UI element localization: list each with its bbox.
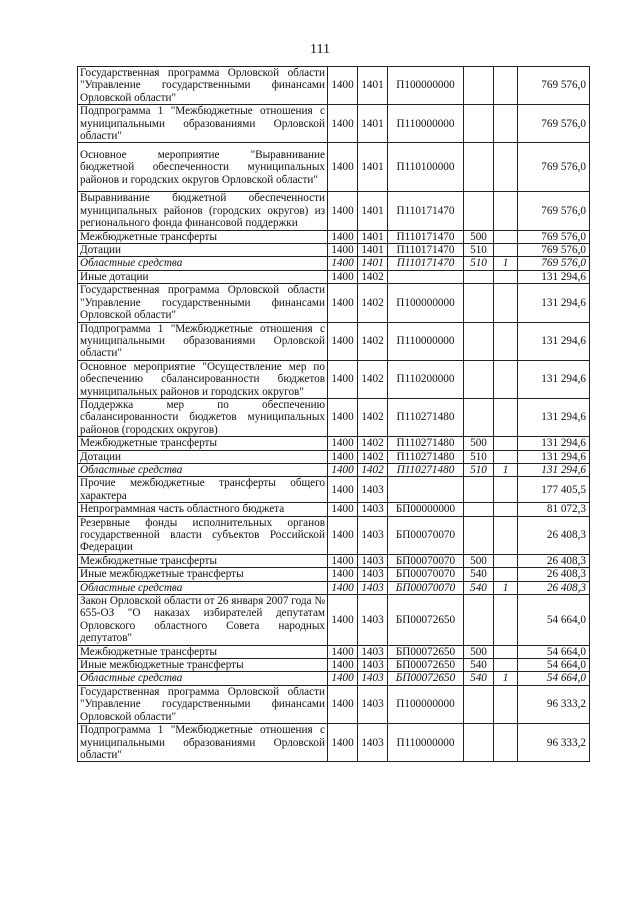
- row-pr: 1403: [358, 554, 388, 567]
- row-sum: 26 408,3: [518, 554, 590, 567]
- row-src: 1: [494, 672, 518, 685]
- row-name: Областные средства: [78, 672, 328, 685]
- row-src: [494, 105, 518, 143]
- row-vr: [464, 67, 494, 105]
- row-vr: [464, 105, 494, 143]
- table-row: [78, 463, 590, 476]
- row-vr: 510: [464, 450, 494, 463]
- row-pr: 1402: [358, 284, 388, 322]
- row-src: 1: [494, 581, 518, 594]
- budget-table: [77, 66, 590, 762]
- row-csr: П100000000: [388, 67, 464, 105]
- row-pr: 1402: [358, 463, 388, 476]
- row-name: Дотации: [78, 450, 328, 463]
- row-name: Закон Орловской области от 26 января 2007 года № 655-ОЗ "О наказах избирателей депутатам Орловского областного Совета народных депутатов": [78, 595, 328, 646]
- row-rz: 1400: [328, 581, 358, 594]
- row-pr: 1402: [358, 322, 388, 360]
- row-rz: 1400: [328, 230, 358, 243]
- row-rz: 1400: [328, 477, 358, 503]
- row-pr: 1403: [358, 724, 388, 762]
- row-src: [494, 595, 518, 646]
- row-name: Основное мероприятие "Осуществление мер по обеспечению сбалансированности бюджетов муниципальных районов и городских округов": [78, 360, 328, 398]
- row-sum: 131 294,6: [518, 270, 590, 283]
- row-src: [494, 659, 518, 672]
- row-src: [494, 398, 518, 436]
- table-row: [78, 270, 590, 283]
- row-vr: [464, 398, 494, 436]
- row-pr: 1402: [358, 450, 388, 463]
- row-vr: [464, 284, 494, 322]
- table-row: [78, 477, 590, 503]
- row-rz: 1400: [328, 554, 358, 567]
- row-src: [494, 143, 518, 192]
- table-row: [78, 724, 590, 762]
- row-sum: 26 408,3: [518, 516, 590, 554]
- row-csr: БП00070070: [388, 516, 464, 554]
- row-pr: 1402: [358, 360, 388, 398]
- page-number: 111: [310, 42, 330, 57]
- row-src: 1: [494, 257, 518, 270]
- table-row: [78, 284, 590, 322]
- row-csr: [388, 477, 464, 503]
- row-name: Непрограммная часть областного бюджета: [78, 503, 328, 516]
- row-pr: 1401: [358, 143, 388, 192]
- row-src: [494, 437, 518, 450]
- row-vr: [464, 143, 494, 192]
- row-csr: П110271480: [388, 463, 464, 476]
- row-sum: 131 294,6: [518, 360, 590, 398]
- table-row: [78, 450, 590, 463]
- row-csr: БП00072650: [388, 595, 464, 646]
- row-sum: 96 333,2: [518, 724, 590, 762]
- row-src: [494, 360, 518, 398]
- table-row: [78, 398, 590, 436]
- row-vr: 500: [464, 554, 494, 567]
- table-row: [78, 659, 590, 672]
- row-src: [494, 645, 518, 658]
- table-row: [78, 595, 590, 646]
- row-vr: [464, 322, 494, 360]
- row-src: [494, 477, 518, 503]
- row-rz: 1400: [328, 503, 358, 516]
- table-row: [78, 685, 590, 723]
- row-name: Областные средства: [78, 463, 328, 476]
- row-csr: П110271480: [388, 437, 464, 450]
- row-pr: 1403: [358, 503, 388, 516]
- row-pr: 1401: [358, 67, 388, 105]
- row-name: Резервные фонды исполнительных органов государственной власти субъектов Российской Федерации: [78, 516, 328, 554]
- row-pr: 1403: [358, 672, 388, 685]
- row-csr: П110271480: [388, 398, 464, 436]
- row-sum: 769 576,0: [518, 244, 590, 257]
- table-row: [78, 67, 590, 105]
- table-row: [78, 143, 590, 192]
- row-name: Выравнивание бюджетной обеспеченности муниципальных районов (городских округов) из регионального фонда финансовой поддержки: [78, 192, 328, 230]
- row-name: Прочие межбюджетные трансферты общего характера: [78, 477, 328, 503]
- row-sum: 54 664,0: [518, 672, 590, 685]
- row-vr: [464, 685, 494, 723]
- row-name: Межбюджетные трансферты: [78, 645, 328, 658]
- row-csr: П110000000: [388, 105, 464, 143]
- row-rz: 1400: [328, 685, 358, 723]
- row-pr: 1403: [358, 477, 388, 503]
- row-rz: 1400: [328, 105, 358, 143]
- row-rz: 1400: [328, 143, 358, 192]
- row-rz: 1400: [328, 463, 358, 476]
- row-csr: П110271480: [388, 450, 464, 463]
- row-csr: [388, 270, 464, 283]
- row-name: Подпрограмма 1 "Межбюджетные отношения с муниципальными образованиями Орловской области": [78, 105, 328, 143]
- table-row: [78, 322, 590, 360]
- row-rz: 1400: [328, 724, 358, 762]
- row-vr: 540: [464, 568, 494, 581]
- row-vr: [464, 477, 494, 503]
- row-sum: 769 576,0: [518, 143, 590, 192]
- row-rz: 1400: [328, 257, 358, 270]
- row-sum: 26 408,3: [518, 581, 590, 594]
- row-name: Межбюджетные трансферты: [78, 554, 328, 567]
- row-vr: 500: [464, 437, 494, 450]
- table-row: [78, 516, 590, 554]
- row-pr: 1401: [358, 192, 388, 230]
- row-csr: П110171470: [388, 192, 464, 230]
- table-row: [78, 554, 590, 567]
- row-name: Дотации: [78, 244, 328, 257]
- row-csr: П110171470: [388, 257, 464, 270]
- row-csr: БП00072650: [388, 645, 464, 658]
- row-csr: П110100000: [388, 143, 464, 192]
- row-name: Государственная программа Орловской области "Управление государственными финансами Орловской области": [78, 284, 328, 322]
- row-sum: 54 664,0: [518, 595, 590, 646]
- row-vr: [464, 503, 494, 516]
- row-pr: 1401: [358, 257, 388, 270]
- table-row: [78, 244, 590, 257]
- table-row: [78, 360, 590, 398]
- row-rz: 1400: [328, 645, 358, 658]
- row-name: Иные межбюджетные трансферты: [78, 659, 328, 672]
- row-src: [494, 67, 518, 105]
- row-rz: 1400: [328, 398, 358, 436]
- row-name: Государственная программа Орловской области "Управление государственными финансами Орловской области": [78, 67, 328, 105]
- row-csr: БП00000000: [388, 503, 464, 516]
- row-src: [494, 724, 518, 762]
- row-csr: П110200000: [388, 360, 464, 398]
- row-rz: 1400: [328, 595, 358, 646]
- row-csr: П110000000: [388, 322, 464, 360]
- row-vr: [464, 360, 494, 398]
- row-pr: 1401: [358, 244, 388, 257]
- table-row: [78, 257, 590, 270]
- row-name: Поддержка мер по обеспечению сбалансированности бюджетов муниципальных районов (городских округов): [78, 398, 328, 436]
- row-vr: 540: [464, 672, 494, 685]
- row-src: [494, 450, 518, 463]
- row-rz: 1400: [328, 568, 358, 581]
- row-src: [494, 270, 518, 283]
- row-pr: 1403: [358, 659, 388, 672]
- row-name: Подпрограмма 1 "Межбюджетные отношения с муниципальными образованиями Орловской области": [78, 724, 328, 762]
- row-sum: 96 333,2: [518, 685, 590, 723]
- row-csr: П100000000: [388, 685, 464, 723]
- row-pr: 1403: [358, 595, 388, 646]
- row-sum: 769 576,0: [518, 192, 590, 230]
- row-name: Иные дотации: [78, 270, 328, 283]
- row-src: [494, 322, 518, 360]
- table-row: [78, 192, 590, 230]
- row-pr: 1402: [358, 437, 388, 450]
- table-row: [78, 645, 590, 658]
- row-csr: БП00070070: [388, 568, 464, 581]
- row-rz: 1400: [328, 67, 358, 105]
- table-body: [78, 67, 590, 762]
- row-vr: 540: [464, 581, 494, 594]
- row-csr: БП00072650: [388, 659, 464, 672]
- row-name: Межбюджетные трансферты: [78, 230, 328, 243]
- table-row: [78, 568, 590, 581]
- row-csr: БП00070070: [388, 554, 464, 567]
- row-vr: 510: [464, 244, 494, 257]
- row-src: [494, 284, 518, 322]
- row-src: [494, 230, 518, 243]
- row-vr: 500: [464, 230, 494, 243]
- row-name: Государственная программа Орловской области "Управление государственными финансами Орловской области": [78, 685, 328, 723]
- row-vr: [464, 192, 494, 230]
- row-sum: 769 576,0: [518, 67, 590, 105]
- row-src: 1: [494, 463, 518, 476]
- row-src: [494, 685, 518, 723]
- row-src: [494, 503, 518, 516]
- row-rz: 1400: [328, 192, 358, 230]
- row-pr: 1401: [358, 105, 388, 143]
- row-name: Областные средства: [78, 581, 328, 594]
- row-rz: 1400: [328, 244, 358, 257]
- table-row: [78, 105, 590, 143]
- row-src: [494, 568, 518, 581]
- row-rz: 1400: [328, 672, 358, 685]
- table-row: [78, 581, 590, 594]
- row-sum: 131 294,6: [518, 450, 590, 463]
- row-sum: 131 294,6: [518, 322, 590, 360]
- table-row: [78, 672, 590, 685]
- row-vr: [464, 516, 494, 554]
- row-vr: 510: [464, 463, 494, 476]
- row-csr: П110171470: [388, 244, 464, 257]
- row-sum: 769 576,0: [518, 105, 590, 143]
- row-csr: П110171470: [388, 230, 464, 243]
- row-name: Областные средства: [78, 257, 328, 270]
- row-sum: 54 664,0: [518, 645, 590, 658]
- row-pr: 1403: [358, 516, 388, 554]
- row-pr: 1402: [358, 398, 388, 436]
- row-sum: 769 576,0: [518, 230, 590, 243]
- row-name: Основное мероприятие "Выравнивание бюджетной обеспеченности муниципальных районов и городских округов Орловской области": [78, 143, 328, 192]
- row-vr: 510: [464, 257, 494, 270]
- table-row: [78, 503, 590, 516]
- row-csr: БП00070070: [388, 581, 464, 594]
- row-pr: 1401: [358, 230, 388, 243]
- row-rz: 1400: [328, 516, 358, 554]
- row-csr: П100000000: [388, 284, 464, 322]
- row-sum: 81 072,3: [518, 503, 590, 516]
- row-src: [494, 244, 518, 257]
- row-name: Иные межбюджетные трансферты: [78, 568, 328, 581]
- row-sum: 769 576,0: [518, 257, 590, 270]
- row-vr: [464, 270, 494, 283]
- row-vr: [464, 724, 494, 762]
- row-sum: 131 294,6: [518, 284, 590, 322]
- row-src: [494, 554, 518, 567]
- row-vr: 500: [464, 645, 494, 658]
- row-pr: 1403: [358, 645, 388, 658]
- row-rz: 1400: [328, 270, 358, 283]
- row-sum: 131 294,6: [518, 437, 590, 450]
- row-rz: 1400: [328, 437, 358, 450]
- row-rz: 1400: [328, 322, 358, 360]
- row-rz: 1400: [328, 284, 358, 322]
- row-sum: 131 294,6: [518, 463, 590, 476]
- row-name: Межбюджетные трансферты: [78, 437, 328, 450]
- row-sum: 131 294,6: [518, 398, 590, 436]
- row-pr: 1403: [358, 568, 388, 581]
- row-rz: 1400: [328, 360, 358, 398]
- row-sum: 177 405,5: [518, 477, 590, 503]
- row-vr: 540: [464, 659, 494, 672]
- row-sum: 54 664,0: [518, 659, 590, 672]
- table-row: [78, 230, 590, 243]
- table-row: [78, 437, 590, 450]
- row-src: [494, 516, 518, 554]
- row-pr: 1403: [358, 685, 388, 723]
- row-pr: 1402: [358, 270, 388, 283]
- row-csr: П110000000: [388, 724, 464, 762]
- row-name: Подпрограмма 1 "Межбюджетные отношения с муниципальными образованиями Орловской области": [78, 322, 328, 360]
- row-sum: 26 408,3: [518, 568, 590, 581]
- row-rz: 1400: [328, 659, 358, 672]
- row-src: [494, 192, 518, 230]
- row-rz: 1400: [328, 450, 358, 463]
- row-pr: 1403: [358, 581, 388, 594]
- row-csr: БП00072650: [388, 672, 464, 685]
- row-vr: [464, 595, 494, 646]
